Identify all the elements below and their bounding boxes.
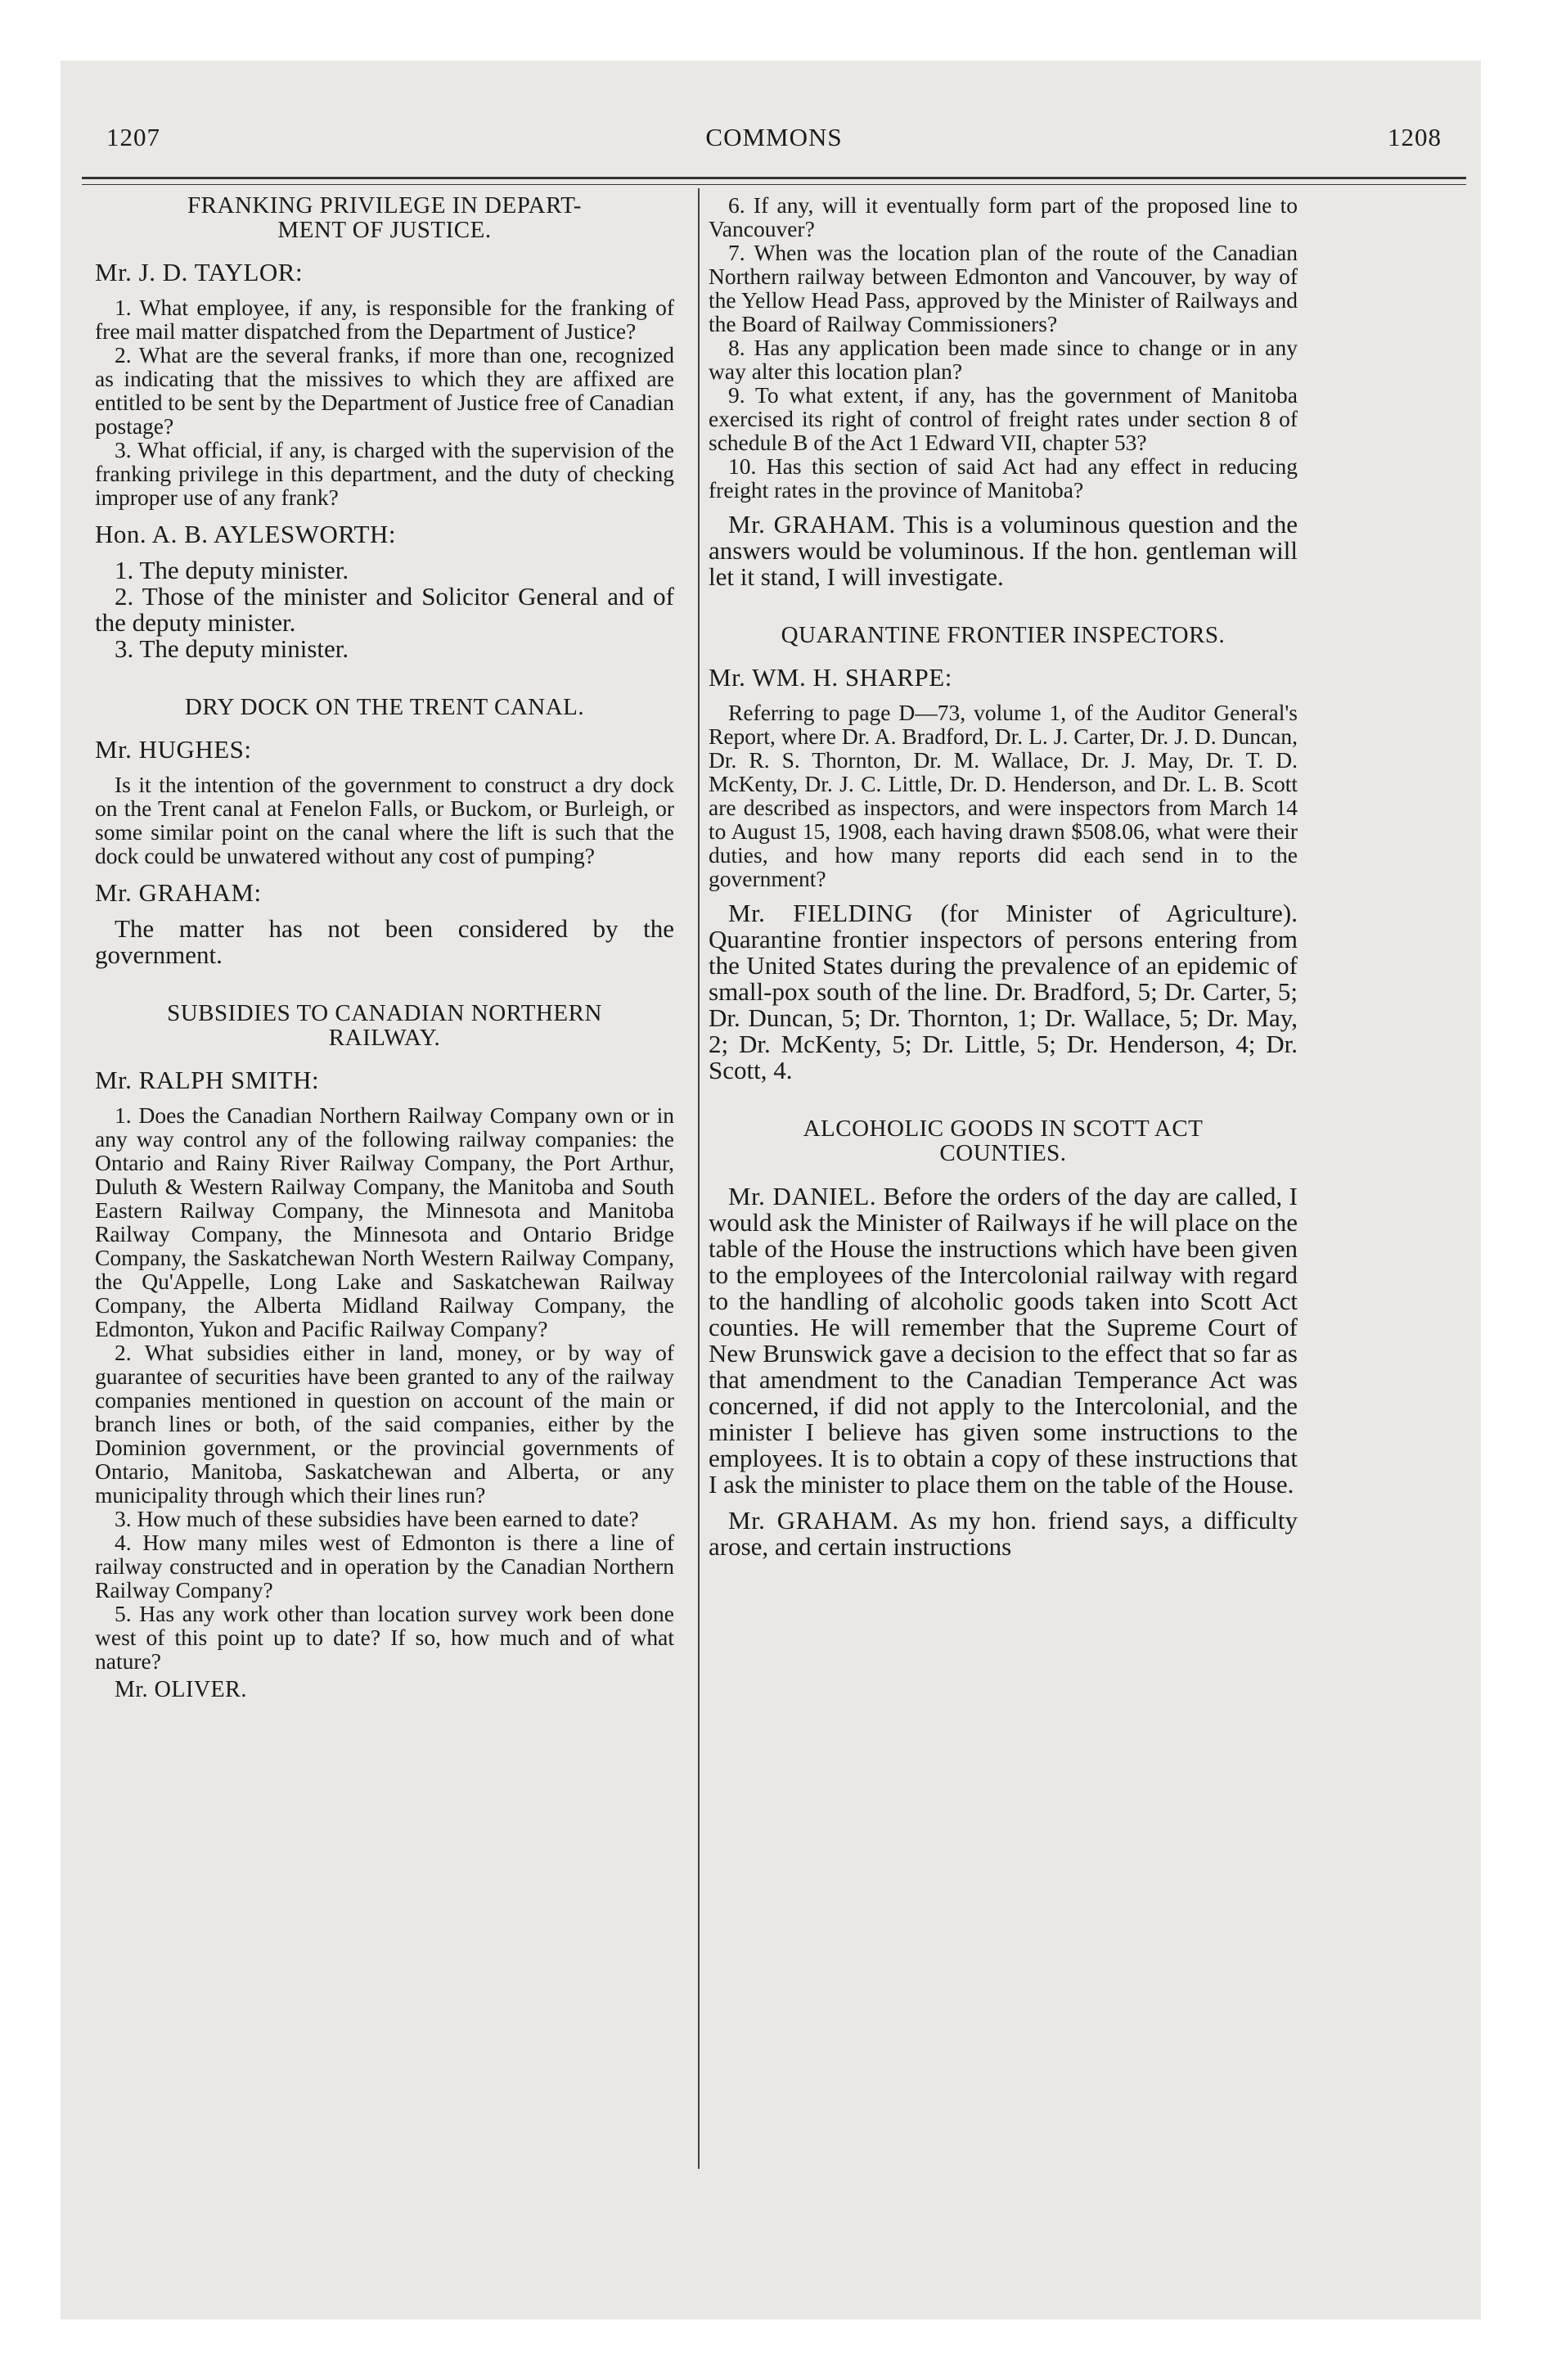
answer-item: 1. The deputy minister. <box>115 556 349 584</box>
question-item: 1. Does the Canadian Northern Railway Company own or in any way control any of the following railway companies: the Ontario and Rainy River Railway Company, the Port Arthur, Duluth & Western Railway Company, the Manitoba and South Eastern Railway Company, the Minnesota and Manitoba Railway Company, the Minnesota and Ontario Bridge Company, the Saskatchewan North Western Railway Company, the Qu'Appelle, Long Lake and Saskatchewan Railway Company, the Alberta Midland Railway Company, the Edmonton, Yukon and Pacific Railway Company? <box>95 1102 674 1341</box>
graham-reply-alcoholic <box>709 1508 1298 1560</box>
question-item: 9. To what extent, if any, has the government of Manitoba exercised its right of control of freight rates under section 8 of schedule B of the Act 1 Edward VII, chapter 53? <box>709 382 1298 455</box>
speaker-fielding: Mr. FIELDING <box>728 899 914 927</box>
question-item: 10. Has this section of said Act had any effect in reducing freight rates in the province of Manitoba? <box>709 453 1298 503</box>
column-divider <box>698 188 700 2169</box>
question-item: 6. If any, will it eventually form part of the proposed line to Vancouver? <box>709 192 1298 241</box>
question-item: 7. When was the location plan of the route of the Canadian Northern railway between Edmonton and Vancouver, by way of the Yellow Head Pass, approved by the Minister of Railways and the Board of Railway Commissioners? <box>709 240 1298 336</box>
speaker-oliver: Mr. OLIVER. <box>115 1677 247 1702</box>
speaker-taylor: Mr. J. D. TAYLOR: <box>95 258 304 286</box>
graham-reply-text: This is a voluminous question and the answers would be voluminous. If the hon. gentleman will let it stand, I will investigate. <box>709 510 1298 591</box>
question-item: 3. What official, if any, is charged with the supervision of the franking privilege in this department, and the duty of checking improper use of any frank? <box>95 437 674 510</box>
page-header <box>106 123 1442 164</box>
speaker-aylesworth: Hon. A. B. AYLESWORTH: <box>95 520 396 548</box>
speaker-hughes: Mr. HUGHES: <box>95 735 252 764</box>
question-item: 5. Has any work other than location survey work been done west of this point up to date? If so, how much and of what nature? <box>95 1601 674 1674</box>
section-heading-quarantine: QUARANTINE FRONTIER INSPECTORS. <box>781 622 1226 648</box>
speaker-daniel: Mr. DANIEL. <box>728 1182 877 1210</box>
section-heading-alcoholic: ALCOHOLIC GOODS IN SCOTT ACT COUNTIES. <box>803 1116 1204 1166</box>
fielding-reply-text: (for Minister of Agriculture). Quarantine frontier inspectors of persons entering from the United States during the prevalence of an epidemic of small-pox south of the line. Dr. Bradford, 5; Dr. Carter, 5; Dr. Duncan, 5; Dr. Thornton, 1; Dr. Wallace, 5; Dr. May, 2; Dr. McKenty, 5; Dr. Little, 5; Dr. Henderson, 4; Dr. Scott, 4. <box>709 899 1298 1084</box>
daniel-remarks <box>709 1183 1298 1498</box>
answer-text: The matter has not been considered by the government. <box>95 914 674 969</box>
header-rule <box>82 177 1466 179</box>
daniel-remarks-text: Before the orders of the day are called, I would ask the Minister of Railways if he will place on the table of the House the instructions which have been given to the employees of the Intercolonial railway with regard to the handling of alcoholic goods taken into Scott Act counties. He will remember that the Supreme Court of New Brunswick gave a decision to the effect that so far as that amendment to the Canadian Temperance Act was concerned, if did not apply to the Intercolonial, and the minister I believe has given some instructions to the employees. It is to obtain a copy of these instructions that I ask the minister to place them on the table of the House. <box>709 1182 1298 1499</box>
speaker-graham: Mr. GRAHAM. <box>728 1506 899 1535</box>
question-item: 2. What subsidies either in land, money, or by way of guarantee of securities have been granted to any of the railway companies mentioned in question on account of the main or branch lines or both, of the said companies, either by the Dominion government, or the provincial governments of Ontario, Manitoba, Saskatchewan and Alberta, or any municipality through which their lines run? <box>95 1340 674 1508</box>
speaker-ralph-smith: Mr. RALPH SMITH: <box>95 1066 320 1094</box>
speaker-sharpe: Mr. WM. H. SHARPE: <box>709 663 952 692</box>
running-title: COMMONS <box>705 123 843 151</box>
question-item: 2. What are the several franks, if more than one, recognized as indicating that the missives to which they are affixed are entitled to be sent by the Department of Justice free of Canadian postage? <box>95 342 674 439</box>
question-item: 4. How many miles west of Edmonton is there a line of railway constructed and in operation by the Canadian Northern Railway Company? <box>95 1530 674 1602</box>
section-heading-franking: FRANKING PRIVILEGE IN DEPART- MENT OF JUSTICE. <box>187 192 582 243</box>
left-column <box>95 193 674 1702</box>
speaker-graham: Mr. GRAHAM. <box>728 510 896 539</box>
answer-item: 3. The deputy minister. <box>115 634 349 663</box>
graham-reply <box>709 512 1298 590</box>
section-heading-drydock: DRY DOCK ON THE TRENT CANAL. <box>184 694 585 720</box>
page-number-right: 1208 <box>1388 123 1442 151</box>
fielding-reply <box>709 900 1298 1084</box>
question-text: Referring to page D—73, volume 1, of the Auditor General's Report, where Dr. A. Bradford, Dr. L. J. Carter, Dr. J. D. Duncan, Dr. R. S. Thornton, Dr. M. Wallace, Dr. J. May, Dr. T. D. McKenty, Dr. J. C. Little, Dr. D. Henderson, and Dr. L. B. Scott are described as inspectors, and were inspectors from March 14 to August 15, 1908, each having drawn $508.06, what were their duties, and how many reports did each send in to the government? <box>709 700 1298 891</box>
question-item: 1. What employee, if any, is responsible for the franking of free mail matter dispatched from the Department of Justice? <box>95 295 674 344</box>
speaker-graham: Mr. GRAHAM: <box>95 878 262 907</box>
header-rule-thin <box>82 184 1466 185</box>
page-number-left: 1207 <box>106 123 160 151</box>
answer-item: 2. Those of the minister and Solicitor General and of the deputy minister. <box>95 582 674 637</box>
question-item: 8. Has any application been made since to change or in any way alter this location plan? <box>709 335 1298 384</box>
section-heading-subsidies: SUBSIDIES TO CANADIAN NORTHERN RAILWAY. <box>167 1000 602 1051</box>
graham-reply-alcoholic-text: As my hon. friend says, a difficulty arose, and certain instructions <box>709 1506 1298 1561</box>
question-item: 3. How much of these subsidies have been earned to date? <box>115 1506 639 1531</box>
right-column <box>709 193 1298 1560</box>
question-text: Is it the intention of the government to construct a dry dock on the Trent canal at Fenelon Falls, or Buckom, or Burleigh, or some similar point on the canal where the lift is such that the dock could be unwatered without any cost of pumping? <box>95 772 674 868</box>
